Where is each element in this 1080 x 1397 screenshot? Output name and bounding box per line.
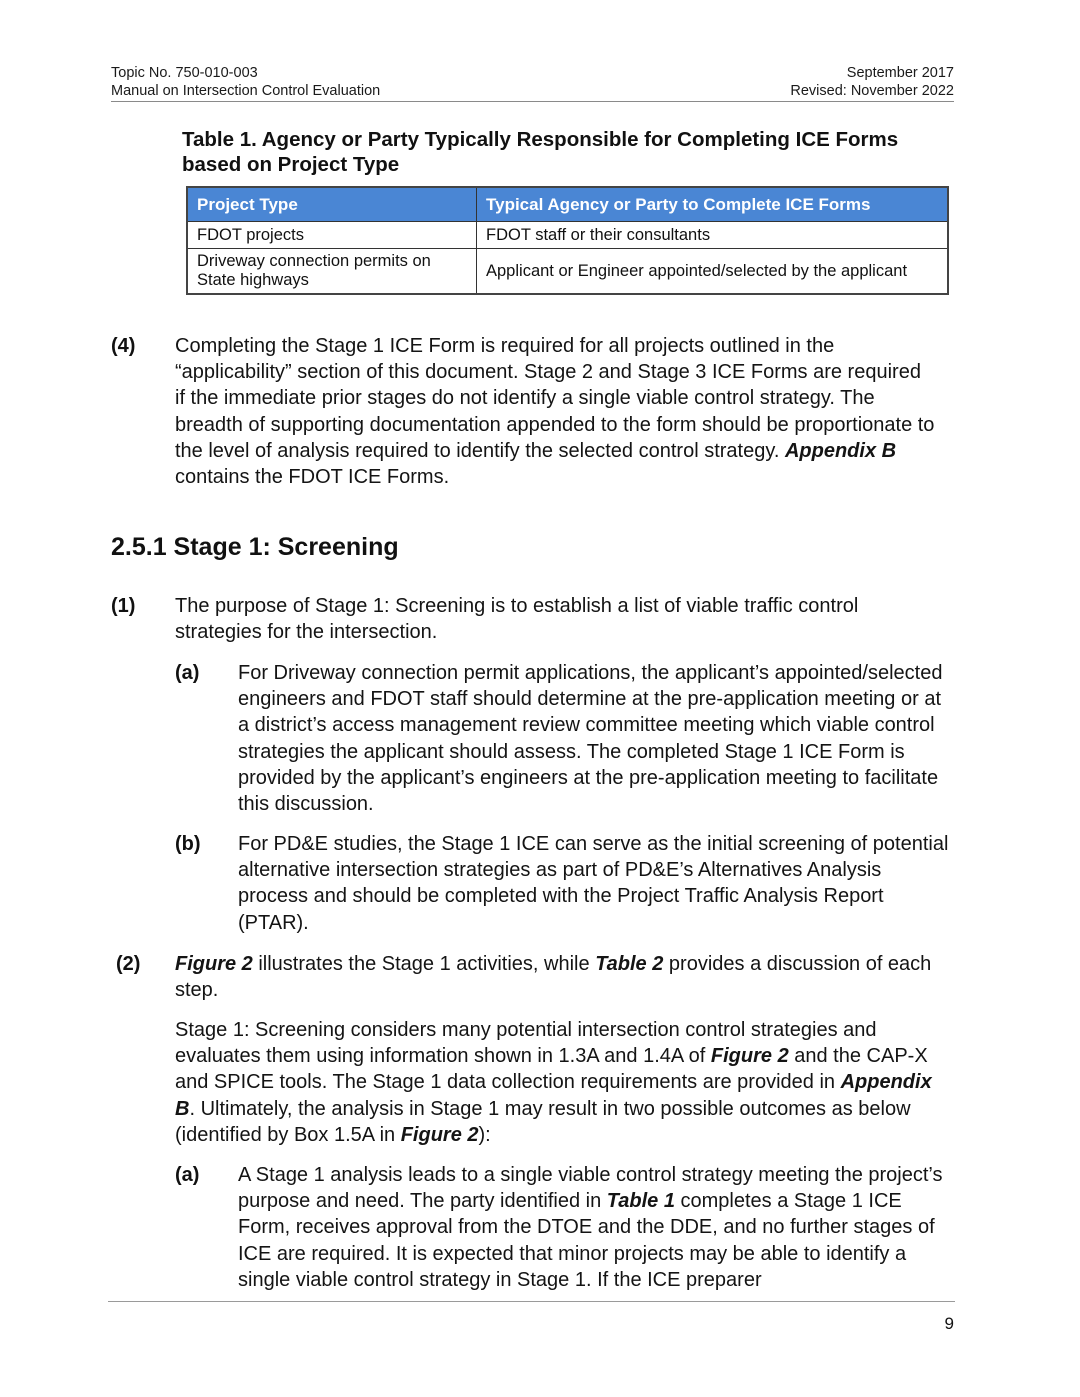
- table-cell: FDOT staff or their consultants: [477, 222, 949, 249]
- table-caption: [182, 127, 962, 177]
- topic-number: Topic No. 750-010-003: [111, 65, 258, 81]
- paragraph-2-continuation: [175, 1017, 950, 1148]
- subparagraph-2a: [238, 1162, 958, 1293]
- paragraph-text: and the CAP-X and SPICE tools. The Stage 1 data collection requirements are provided in: [175, 1045, 928, 1094]
- appendix-b-reference: Appendix B: [784, 439, 897, 462]
- paragraph-text: Completing the Stage 1 ICE Form is required for all projects outlined in the “applicability” section of this document. Stage 2 and Stage 3 ICE Forms are required if the immediate prior stages do not identify a single viable control strategy. The breadth of supporting documentation appended to the form should be proportionate to the level of analysis required to identify the selected control strategy.: [175, 335, 935, 462]
- subparagraph-1b: For PD&E studies, the Stage 1 ICE can serve as the initial screening of potential alternative intersection strategies as part of PD&E’s Alternatives Analysis process and should be completed with the Project Traffic Analysis Report (PTAR).: [238, 833, 949, 934]
- figure-2-reference: Figure 2: [400, 1123, 479, 1146]
- table-1-reference: Table 1: [606, 1190, 675, 1213]
- column-header-agency: Typical Agency or Party to Complete ICE Forms: [477, 187, 949, 222]
- issue-date: September 2017: [846, 65, 954, 81]
- table-cell: Applicant or Engineer appointed/selected by the applicant: [477, 249, 949, 295]
- table-2-reference: Table 2: [595, 953, 664, 975]
- paragraph-text: contains the FDOT ICE Forms.: [175, 466, 450, 489]
- paragraph-text: Stage 1: Screening considers many potential intersection control strategies and evaluates them using information shown in 1.3A and 1.4A of: [175, 1019, 877, 1068]
- footer-divider: [108, 1301, 955, 1302]
- paragraph-1: The purpose of Stage 1: Screening is to establish a list of viable traffic control strategies for the intersection.: [175, 595, 859, 644]
- revised-date: Revised: November 2022: [790, 83, 954, 99]
- paragraph-number: (1): [111, 595, 136, 617]
- paragraph-text: provides a discussion of each step.: [175, 953, 932, 1002]
- subparagraph-label: (b): [175, 833, 201, 855]
- table-header-row: [187, 187, 948, 222]
- manual-title: Manual on Intersection Control Evaluation: [111, 83, 381, 99]
- figure-2-reference: Figure 2: [175, 953, 253, 975]
- figure-2-reference: Figure 2: [710, 1045, 789, 1068]
- subparagraph-label: (a): [175, 662, 200, 684]
- page-header: [111, 64, 954, 102]
- table-row: [187, 222, 948, 249]
- table-caption-line1: Table 1. Agency or Party Typically Responsible for Completing ICE Forms: [182, 128, 899, 151]
- header-left: [111, 64, 380, 100]
- paragraph-text: A Stage 1 analysis leads to a single viable control strategy meeting the project’s purpose and need. The party identified in: [238, 1164, 943, 1213]
- paragraph-text: completes a Stage 1 ICE Form, receives approval from the DTOE and the DDE, and no further stages of ICE are required. It is expected that minor projects may be able to identify a single viable control strategy in Stage 1. If the ICE preparer: [238, 1190, 935, 1291]
- paragraph-text: illustrates the Stage 1 activities, while: [252, 953, 596, 975]
- paragraph-2: [175, 951, 935, 1003]
- table-cell: FDOT projects: [187, 222, 477, 249]
- subparagraph-label: (a): [175, 1164, 200, 1186]
- paragraph-4: [175, 333, 935, 490]
- subparagraph-1a: For Driveway connection permit applications, the applicant’s appointed/selected engineers and FDOT staff should determine at the pre-application meeting or at a district’s access management review committee meeting which viable control strategies the applicant should assess. The completed Stage 1 ICE Form is provided by the applicant’s engineers at the pre-application meeting to facilitate this discussion.: [238, 662, 943, 816]
- table-cell: [187, 249, 477, 295]
- header-right: [790, 64, 954, 100]
- cell-line: Driveway connection permits on: [197, 252, 431, 270]
- paragraph-number: (4): [111, 335, 136, 357]
- paragraph-number: (2): [116, 953, 141, 975]
- table-row: [187, 249, 948, 295]
- cell-line: State highways: [197, 271, 309, 289]
- column-header-project-type: Project Type: [187, 187, 477, 222]
- responsibility-table: [186, 186, 949, 295]
- paragraph-text: ):: [478, 1123, 491, 1146]
- table-caption-line2: based on Project Type: [182, 153, 400, 176]
- page-number: 9: [944, 1314, 954, 1333]
- section-heading: 2.5.1 Stage 1: Screening: [111, 533, 399, 561]
- paragraph-text: . Ultimately, the analysis in Stage 1 may result in two possible outcomes as below (identified by Box 1.5A in: [175, 1097, 911, 1146]
- appendix-b-reference: Appendix B: [175, 1071, 932, 1120]
